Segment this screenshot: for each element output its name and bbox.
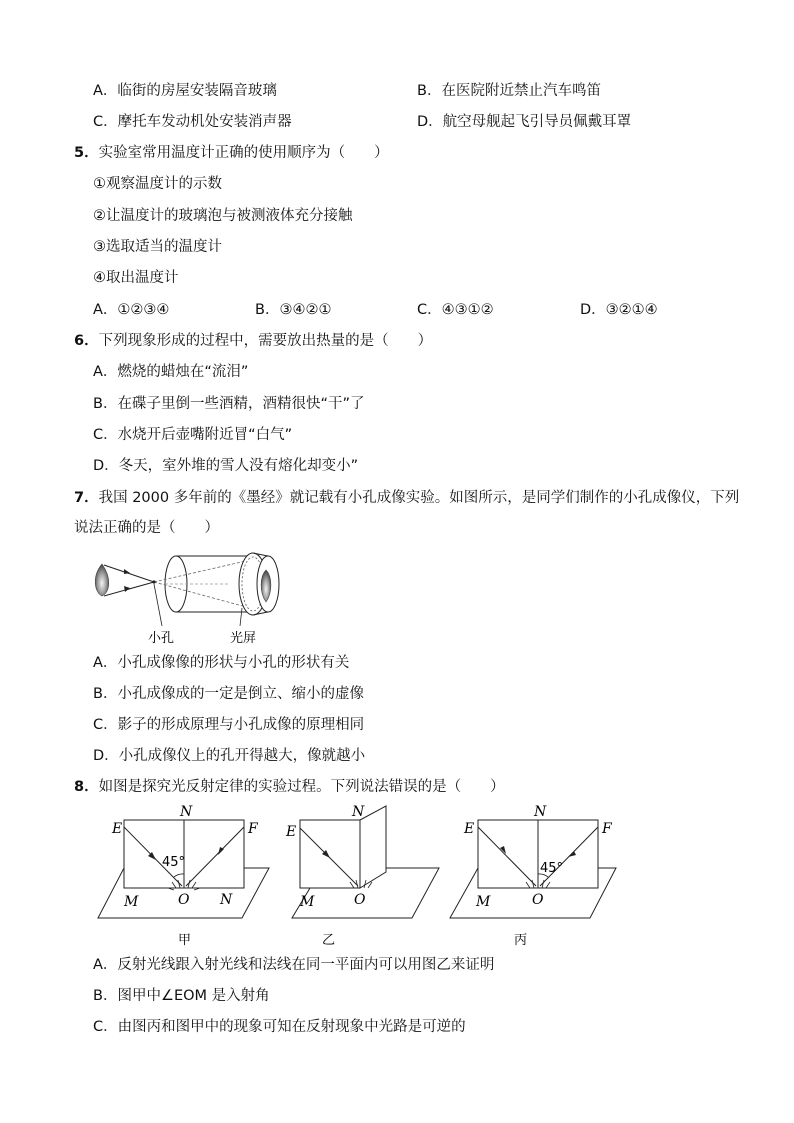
q4-option-b: B．在医院附近禁止汽车鸣笛 <box>417 83 601 99</box>
jia-label-o: O <box>178 892 190 908</box>
q5-step-2: ②让温度计的玻璃泡与被测液体充分接触 <box>93 208 353 224</box>
q4-option-d: D．航空母舰起飞引导员佩戴耳罩 <box>417 114 632 130</box>
q5-number: 5． <box>74 145 99 161</box>
yi-label-e: E <box>286 824 297 840</box>
q7-option-b: B．小孔成像成的一定是倒立、缩小的虚像 <box>93 686 364 702</box>
bing-angle-label: 45° <box>540 861 564 876</box>
figure-jia <box>98 804 269 948</box>
q8-number: 8． <box>74 779 99 795</box>
q4-option-a: A．临街的房屋安装隔音玻璃 <box>93 83 277 99</box>
q6-option-a: A．燃烧的蜡烛在“流泪” <box>93 364 249 380</box>
q5-step-1: ①观察温度计的示数 <box>93 176 222 192</box>
jia-label-n-top: N <box>180 804 193 820</box>
caption-yi: 乙 <box>322 933 336 948</box>
q5-step-3: ③选取适当的温度计 <box>93 239 222 255</box>
q6-option-d: D．冬天，室外堆的雪人没有熔化却变小” <box>93 458 359 474</box>
q6-number: 6． <box>74 333 99 349</box>
q6-option-b: B．在碟子里倒一些酒精，酒精很快“干”了 <box>93 396 365 412</box>
label-hole: 小孔 <box>148 631 175 646</box>
q7-stem-line2: 说法正确的是（ ） <box>74 520 219 536</box>
q4-option-c: C．摩托车发动机处安装消声器 <box>93 114 292 130</box>
caption-bing: 丙 <box>514 933 528 948</box>
yi-label-m: M <box>300 894 315 910</box>
yi-label-n: N <box>352 804 365 820</box>
q6-stem <box>74 331 432 351</box>
q5-stem-text: 实验室常用温度计正确的使用顺序为（ ） <box>98 145 389 161</box>
bing-label-n: N <box>534 804 547 820</box>
q6-stem-text: 下列现象形成的过程中，需要放出热量的是（ ） <box>98 333 433 349</box>
q7-number: 7． <box>74 490 99 506</box>
figure-bing <box>450 804 616 948</box>
q7-option-d: D．小孔成像仪上的孔开得越大，像就越小 <box>93 748 366 764</box>
q8-option-a: A．反射光线跟入射光线和法线在同一平面内可以用图乙来证明 <box>93 957 495 973</box>
caption-jia: 甲 <box>178 933 192 948</box>
bing-label-f: F <box>602 821 612 837</box>
q7-option-a: A．小孔成像像的形状与小孔的形状有关 <box>93 655 350 671</box>
reflection-experiment-figure <box>94 800 624 952</box>
jia-label-m: M <box>124 894 139 910</box>
q7-stem-text: 我国 2000 多年前的《墨经》就记载有小孔成像实验。如图所示，是同学们制作的小孔成像仪，下列 <box>98 490 740 506</box>
q8-stem-text: 如图是探究光反射定律的实验过程。下列说法错误的是（ ） <box>98 779 505 795</box>
yi-label-o: O <box>354 892 366 908</box>
jia-label-f: F <box>248 821 258 837</box>
q6-option-c: C．水烧开后壶嘴附近冒“白气” <box>93 427 293 443</box>
q8-stem <box>74 777 505 797</box>
candle-flame-icon <box>95 564 109 596</box>
q5-option-d: D．③②①④ <box>580 302 658 318</box>
q5-option-a: A．①②③④ <box>93 302 170 318</box>
q5-step-4: ④取出温度计 <box>93 270 179 286</box>
q5-option-b: B．③④②① <box>255 302 332 318</box>
figure-yi <box>285 804 439 948</box>
q8-option-b: B．图甲中∠EOM 是入射角 <box>93 988 270 1004</box>
jia-label-n-bottom: N <box>220 892 233 908</box>
q8-option-c: C．由图丙和图甲中的现象可知在反射现象中光路是可逆的 <box>93 1019 466 1035</box>
q7-stem-line1 <box>74 488 739 508</box>
q5-stem <box>74 143 389 163</box>
bing-label-m: M <box>476 894 491 910</box>
bing-label-o: O <box>532 892 544 908</box>
q5-option-c: C．④③①② <box>417 302 494 318</box>
q7-option-c: C．影子的形成原理与小孔成像的原理相同 <box>93 717 365 733</box>
label-screen: 光屏 <box>230 631 257 646</box>
jia-label-e: E <box>112 821 123 837</box>
bing-label-e: E <box>464 821 475 837</box>
pinhole-camera-figure <box>90 546 300 650</box>
jia-angle-label: 45° <box>162 855 186 870</box>
